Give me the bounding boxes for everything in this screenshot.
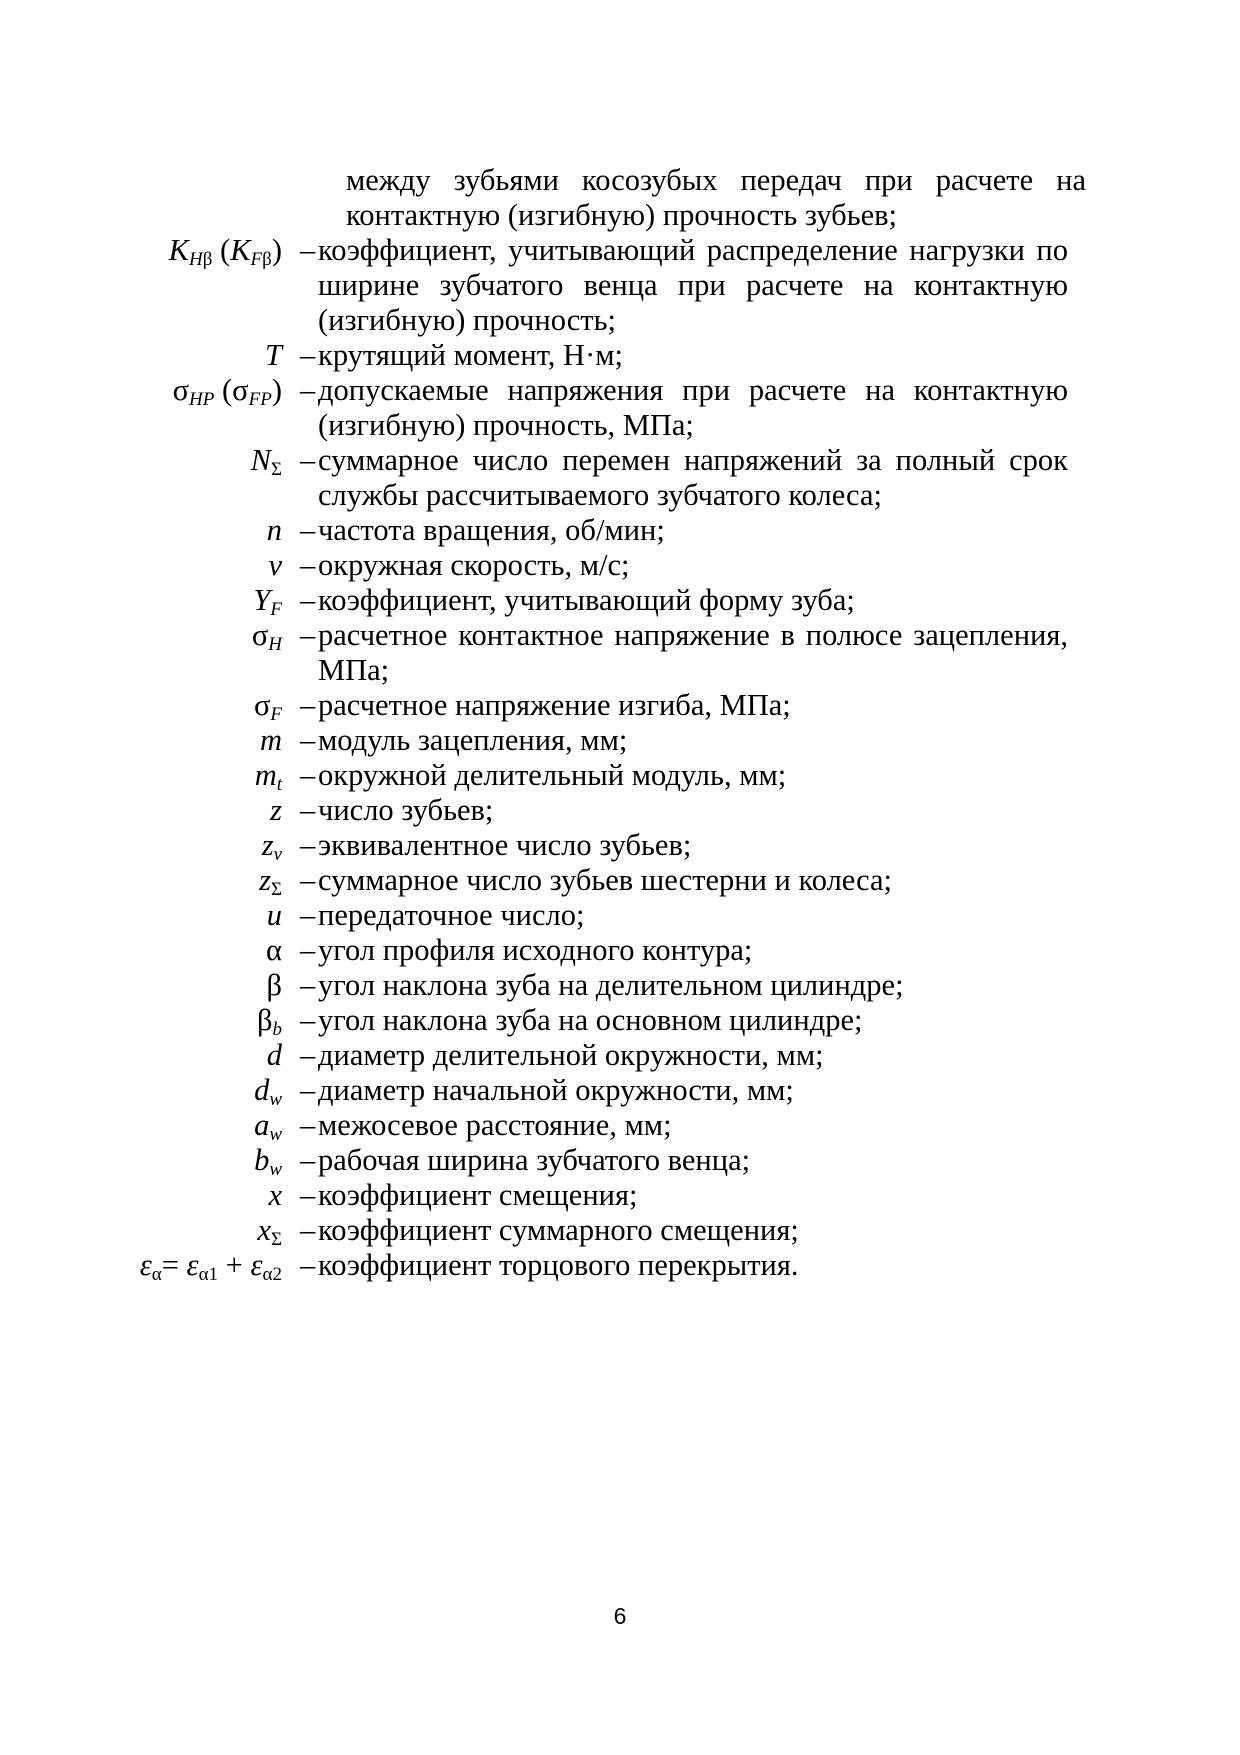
list-item <box>0 513 1240 548</box>
dash: – <box>300 443 316 477</box>
dash: – <box>300 968 316 1002</box>
list-item <box>0 548 1240 583</box>
description: суммарное число зубьев шестерни и колеса; <box>318 863 893 897</box>
description: расчетное контактное напряжение в полюсе зацепления, МПа; <box>318 618 1068 687</box>
symbol: $\varepsilon_\alpha= \varepsilon_{\alpha 1} + \varepsilon_{\alpha 2}$ <box>139 1248 282 1285</box>
list-item <box>0 1213 1240 1248</box>
symbol: m <box>259 723 282 757</box>
list-item <box>0 793 1240 828</box>
symbol: $\sigma_{HP}$ $(\sigma_{FP})$ <box>172 373 282 410</box>
description: угол наклона зуба на делительном цилиндре; <box>318 968 904 1002</box>
list-item <box>0 618 1240 688</box>
symbol: T <box>265 338 282 372</box>
list-item <box>0 1178 1240 1213</box>
dash: – <box>300 898 316 932</box>
symbol: u <box>266 898 282 932</box>
dash: – <box>300 1248 316 1282</box>
symbol: $Y_F$ <box>253 583 282 620</box>
list-item <box>0 338 1240 373</box>
symbol: d <box>266 1038 282 1072</box>
page-number: 6 <box>613 1603 627 1629</box>
description: передаточное число; <box>318 898 585 932</box>
symbol: $\beta_b$ <box>256 1003 282 1040</box>
description: диаметр начальной окружности, мм; <box>318 1073 794 1107</box>
list-item <box>0 688 1240 723</box>
description: диаметр делительной окружности, мм; <box>318 1038 824 1072</box>
dash: – <box>300 1108 316 1142</box>
list-item <box>0 1108 1240 1143</box>
list-item <box>0 443 1240 513</box>
dash: – <box>300 863 316 897</box>
list-item <box>0 723 1240 758</box>
symbol: n <box>266 513 282 547</box>
list-item <box>0 758 1240 793</box>
symbol-list <box>0 163 1240 1283</box>
dash: – <box>300 618 316 652</box>
description: эквивалентное число зубьев; <box>318 828 692 862</box>
description: коэффициент, учитывающий распределение нагрузки по ширине зубчатого венца при расчете на контактную (изгибную) прочность; <box>318 233 1068 337</box>
list-item <box>0 1143 1240 1178</box>
dash: – <box>300 1143 316 1177</box>
dash: – <box>300 548 316 582</box>
description: коэффициент смещения; <box>318 1178 638 1212</box>
description: угол наклона зуба на основном цилиндре; <box>318 1003 863 1037</box>
symbol: β <box>266 968 282 1002</box>
symbol: $z_\Sigma$ <box>259 863 282 900</box>
dash: – <box>300 233 316 267</box>
symbol: $x_\Sigma$ <box>257 1213 282 1250</box>
symbol: x <box>268 1178 282 1212</box>
list-item <box>0 1038 1240 1073</box>
list-item <box>0 1248 1240 1283</box>
dash: – <box>300 793 316 827</box>
list-item <box>0 583 1240 618</box>
dash: – <box>300 373 316 407</box>
list-item <box>0 233 1240 338</box>
description: межосевое расстояние, мм; <box>318 1108 672 1142</box>
description: допускаемые напряжения при расчете на контактную (изгибную) прочность, МПа; <box>318 373 1068 442</box>
symbol: $N_\Sigma$ <box>250 443 282 480</box>
list-item <box>0 373 1240 443</box>
symbol: α <box>266 933 282 967</box>
dash: – <box>300 758 316 792</box>
description: коэффициент, учитывающий форму зуба; <box>318 583 855 617</box>
symbol: $\sigma_F$ <box>253 688 282 725</box>
dash: – <box>300 583 316 617</box>
dash: – <box>300 1003 316 1037</box>
list-item <box>0 1003 1240 1038</box>
symbol: $b_w$ <box>254 1143 282 1180</box>
description: число зубьев; <box>318 793 494 827</box>
description: коэффициент суммарного смещения; <box>318 1213 799 1247</box>
symbol: $m_t$ <box>254 758 282 795</box>
dash: – <box>300 1213 316 1247</box>
continuation-text: между зубьями косозубых передач при расчете на контактную (изгибную) прочность зубьев; <box>346 163 1086 232</box>
description: угол профиля исходного контура; <box>318 933 753 967</box>
description: рабочая ширина зубчатого венца; <box>318 1143 751 1177</box>
description: модуль зацепления, мм; <box>318 723 628 757</box>
dash: – <box>300 688 316 722</box>
list-item <box>0 898 1240 933</box>
list-item <box>0 828 1240 863</box>
dash: – <box>300 723 316 757</box>
dash: – <box>300 1178 316 1212</box>
description: суммарное число перемен напряжений за полный срок службы рассчитываемого зубчатого колеса; <box>318 443 1068 512</box>
dash: – <box>300 338 316 372</box>
symbol: $K_{H\beta}$ $(K_{F\beta})$ <box>168 233 282 270</box>
symbol: z <box>270 793 282 827</box>
description: окружной делительный модуль, мм; <box>318 758 787 792</box>
list-item <box>0 933 1240 968</box>
dash: – <box>300 1073 316 1107</box>
description: крутящий момент, Н·м; <box>318 338 623 372</box>
description: частота вращения, об/мин; <box>318 513 665 547</box>
dash: – <box>300 933 316 967</box>
symbol: $a_w$ <box>254 1108 282 1145</box>
dash: – <box>300 828 316 862</box>
list-item <box>0 1073 1240 1108</box>
list-item <box>0 863 1240 898</box>
description: окружная скорость, м/с; <box>318 548 630 582</box>
description: расчетное напряжение изгиба, МПа; <box>318 688 791 722</box>
symbol: $d_w$ <box>254 1073 282 1110</box>
symbol: $\sigma_H$ <box>251 618 282 655</box>
symbol: v <box>268 548 282 582</box>
list-item <box>0 968 1240 1003</box>
dash: – <box>300 1038 316 1072</box>
dash: – <box>300 513 316 547</box>
symbol: $z_v$ <box>261 828 282 865</box>
description: коэффициент торцового перекрытия. <box>318 1248 799 1282</box>
